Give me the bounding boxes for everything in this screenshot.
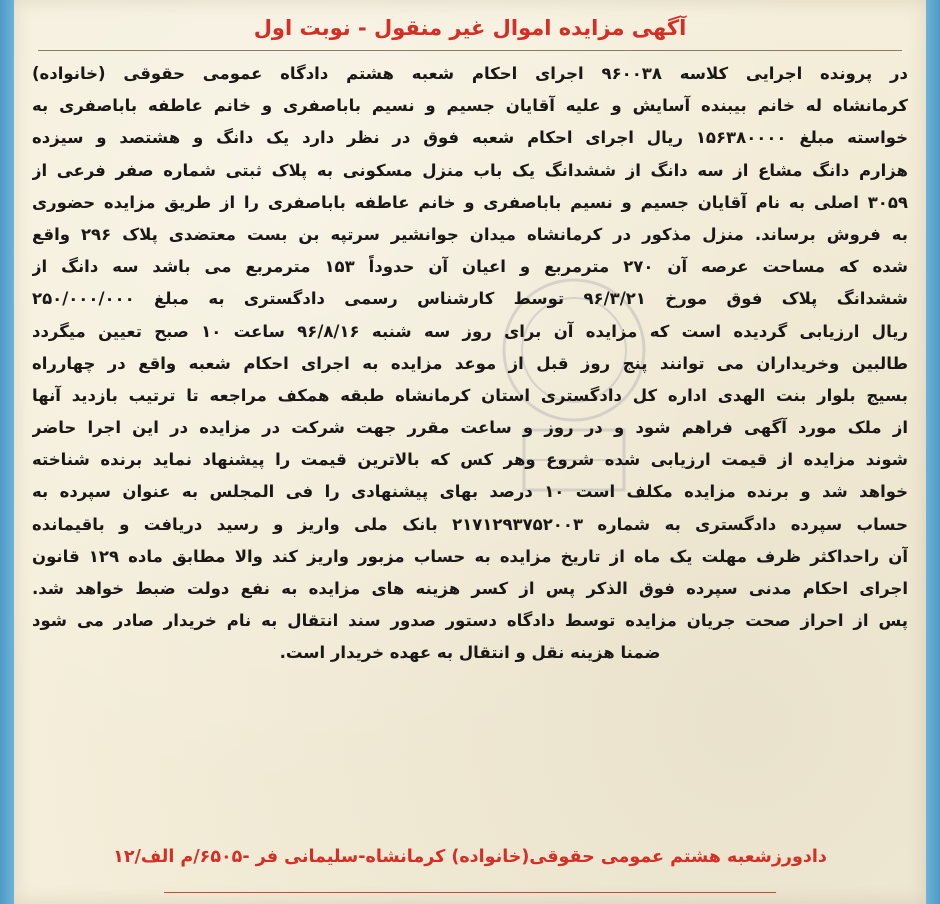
bottom-divider bbox=[164, 892, 776, 893]
body-line: شوند مزایده از قیمت ارزیابی شده شروع وهر کس که بالاترین قیمت را پیشنهاد نماید برنده شناخته bbox=[32, 450, 908, 470]
body-line: آن راحداکثر ظرف مهلت یک ماه از تاریخ مزایده به حساب مزبور واریز کند والا مطابق ماده ۱۲۹ قانون bbox=[32, 546, 908, 566]
page-edge-right bbox=[926, 0, 940, 904]
body-line: اجرای احکام مدنی سپرده فوق الذکر پس از کسر هزینه های مزایده به نفع دولت ضبط خواهد شد. bbox=[32, 579, 908, 598]
body-line: ۳۰۵۹ اصلی به نام آقایان جسیم و نسیم باباصفری و خانم عاطفه باباصفری را از طریق مزایده حضوری bbox=[32, 192, 908, 212]
body-line: از ملک مورد آگهی فراهم شود و در روز و ساعت مقرر جهت شرکت در مزایده در این اجرا حاضر bbox=[32, 418, 908, 438]
body-line: هزارم دانگ مشاع از سه دانگ از ششدانگ یک باب منزل مسکونی به پلاک ثبتی شماره صفر فرعی از bbox=[32, 160, 908, 180]
notice-title: آگهی مزایده اموال غیر منقول - نوبت اول bbox=[253, 16, 687, 40]
body-line: به فروش برساند. منزل مذکور در کرمانشاه میدان جوانشیر سرتپه بن بست معتضدی پلاک ۲۹۶ واقع bbox=[32, 224, 908, 244]
body-line: خواهد شد و برنده مزایده مکلف است ۱۰ درصد بهای پیشنهادی را فی المجلس به عنوان سپرده به bbox=[32, 482, 908, 502]
body-line: طالبین وخریداران می توانند پنج روز قبل از موعد مزایده به اجرای احکام شعبه واقع در چهارراه bbox=[32, 353, 908, 373]
page-edge-left bbox=[0, 0, 14, 904]
notice-signature: دادورزشعبه هشتم عمومی حقوقی(خانواده) کرمانشاه-سلیمانی فر -۶۵۰۵/م الف/۱۲ bbox=[113, 847, 827, 867]
body-line: کرمانشاه له خانم بیبنده آسایش و علیه آقایان جسیم و نسیم باباصفری و خانم عاطفه باباصفری به bbox=[32, 96, 908, 116]
notice-body bbox=[32, 58, 908, 670]
body-line: ضمنا هزینه نقل و انتقال به عهده خریدار است. bbox=[279, 643, 661, 663]
newspaper-clipping bbox=[14, 0, 926, 904]
body-line: ششدانگ پلاک فوق مورخ ۹۶/۳/۲۱ توسط کارشناس رسمی دادگستری به مبلغ ۲۵۰/۰۰۰/۰۰۰ bbox=[32, 289, 908, 309]
body-line: خواسته مبلغ ۱۵۶۳۸۰۰۰۰ ریال اجرای احکام شعبه فوق در نظر دارد یک دانگ و هشتصد و سیزده bbox=[32, 128, 908, 148]
body-line: پس از احراز صحت جریان مزایده توسط دادگاه دستور صدور سند انتقال به نام خریدار صادر می شود bbox=[32, 611, 908, 631]
body-line: ریال ارزیابی گردیده است که مزایده آن برای روز سه شنبه ۹۶/۸/۱۶ ساعت ۱۰ صبح تعیین میگردد bbox=[32, 321, 908, 341]
body-line: در پرونده اجرایی کلاسه ۹۶۰۰۳۸ اجرای احکام شعبه هشتم دادگاه عمومی حقوقی (خانواده) bbox=[32, 64, 908, 83]
body-line: حساب سپرده دادگستری به شماره ۲۱۷۱۲۹۳۷۵۲۰۰۳ بانک ملی واریز و رسید دریافت و باقیمانده bbox=[32, 514, 908, 534]
body-line: بسیج بلوار بنت الهدی اداره کل دادگستری استان کرمانشاه طبقه همکف مراجعه تا ترتیب بازدید آنها bbox=[32, 385, 908, 405]
body-line: شده که مساحت عرصه آن ۲۷۰ مترمربع و اعیان آن حدوداً ۱۵۳ مترمربع می باشد سه دانگ از bbox=[32, 257, 908, 277]
title-divider bbox=[38, 50, 902, 51]
